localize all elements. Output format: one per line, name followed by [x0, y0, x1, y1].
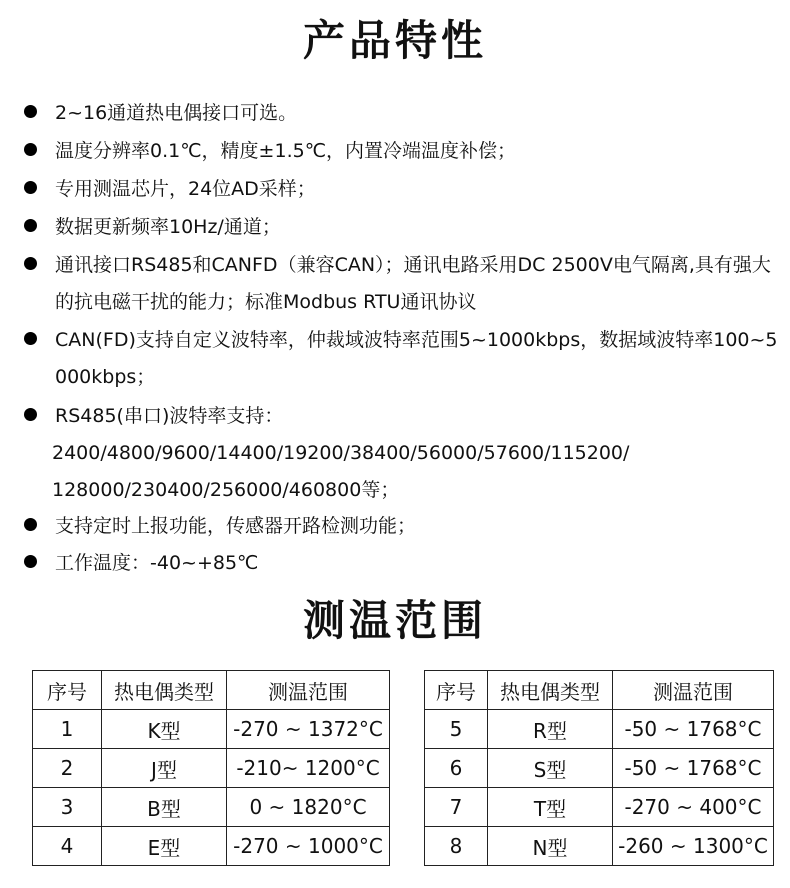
feature-text: 2~16通道热电偶接口可选。 — [55, 102, 298, 124]
bullet-icon — [24, 408, 37, 421]
cell-range: -50 ~ 1768°C — [613, 710, 774, 749]
cell-index: 8 — [425, 827, 488, 866]
cell-type: T型 — [488, 788, 613, 827]
cell-range: -50 ~ 1768°C — [613, 749, 774, 788]
bullet-icon — [24, 332, 37, 345]
cell-index: 4 — [33, 827, 102, 866]
cell-index: 3 — [33, 788, 102, 827]
page-title: 产品特性 — [302, 16, 487, 65]
baud-list-line: 2400/4800/9600/14400/19200/38400/56000/57600/115200/ — [52, 442, 630, 464]
bullet-icon — [24, 257, 37, 270]
table-row — [425, 749, 774, 788]
bullet-icon — [24, 518, 37, 531]
bullet-icon — [24, 143, 37, 156]
range-table-right — [424, 670, 774, 866]
feature-text: RS485(串口)波特率支持： — [55, 405, 284, 427]
cell-index: 6 — [425, 749, 488, 788]
range-table-left — [32, 670, 390, 866]
feature-text: CAN(FD)支持自定义波特率，仲裁域波特率范围5~1000kbps，数据域波特率100~5000kbps； — [55, 329, 778, 388]
feature-text: 工作温度：-40~+85℃ — [55, 552, 259, 574]
cell-index: 5 — [425, 710, 488, 749]
bullet-icon — [24, 181, 37, 194]
bullet-icon — [24, 105, 37, 118]
bullet-icon — [24, 219, 37, 232]
section-title: 测温范围 — [302, 596, 487, 645]
cell-type: K型 — [102, 710, 227, 749]
table-row — [33, 788, 390, 827]
table-row — [33, 749, 390, 788]
feature-text: 支持定时上报功能，传感器开路检测功能； — [55, 515, 417, 537]
feature-text: 温度分辨率0.1℃，精度±1.5℃，内置冷端温度补偿； — [55, 140, 517, 162]
table-header-row — [33, 671, 390, 710]
feature-text: 专用测温芯片，24位AD采样； — [55, 178, 316, 200]
header-index: 序号 — [33, 671, 102, 710]
feature-text: 通讯接口RS485和CANFD（兼容CAN）；通讯电路采用DC 2500V电气隔离,具有强大的抗电磁干扰的能力；标准Modbus RTU通讯协议 — [55, 254, 771, 313]
cell-range: -270 ~ 1372°C — [227, 710, 390, 749]
table-row — [425, 788, 774, 827]
baud-list-line: 128000/230400/256000/460800等； — [52, 479, 400, 501]
cell-type: J型 — [102, 749, 227, 788]
cell-index: 7 — [425, 788, 488, 827]
table-row — [33, 827, 390, 866]
cell-range: -270 ~ 1000°C — [227, 827, 390, 866]
table-row — [425, 827, 774, 866]
table-row — [33, 710, 390, 749]
table-header-row — [425, 671, 774, 710]
cell-range: -260 ~ 1300°C — [613, 827, 774, 866]
header-range: 测温范围 — [227, 671, 390, 710]
cell-index: 1 — [33, 710, 102, 749]
header-type: 热电偶类型 — [102, 671, 227, 710]
cell-type: R型 — [488, 710, 613, 749]
feature-text: 数据更新频率10Hz/通道； — [55, 216, 281, 238]
cell-type: B型 — [102, 788, 227, 827]
cell-range: -210~ 1200°C — [227, 749, 390, 788]
cell-type: N型 — [488, 827, 613, 866]
cell-range: 0 ~ 1820°C — [227, 788, 390, 827]
cell-type: E型 — [102, 827, 227, 866]
cell-index: 2 — [33, 749, 102, 788]
header-type: 热电偶类型 — [488, 671, 613, 710]
table-row — [425, 710, 774, 749]
cell-range: -270 ~ 400°C — [613, 788, 774, 827]
cell-type: S型 — [488, 749, 613, 788]
bullet-icon — [24, 555, 37, 568]
header-range: 测温范围 — [613, 671, 774, 710]
header-index: 序号 — [425, 671, 488, 710]
